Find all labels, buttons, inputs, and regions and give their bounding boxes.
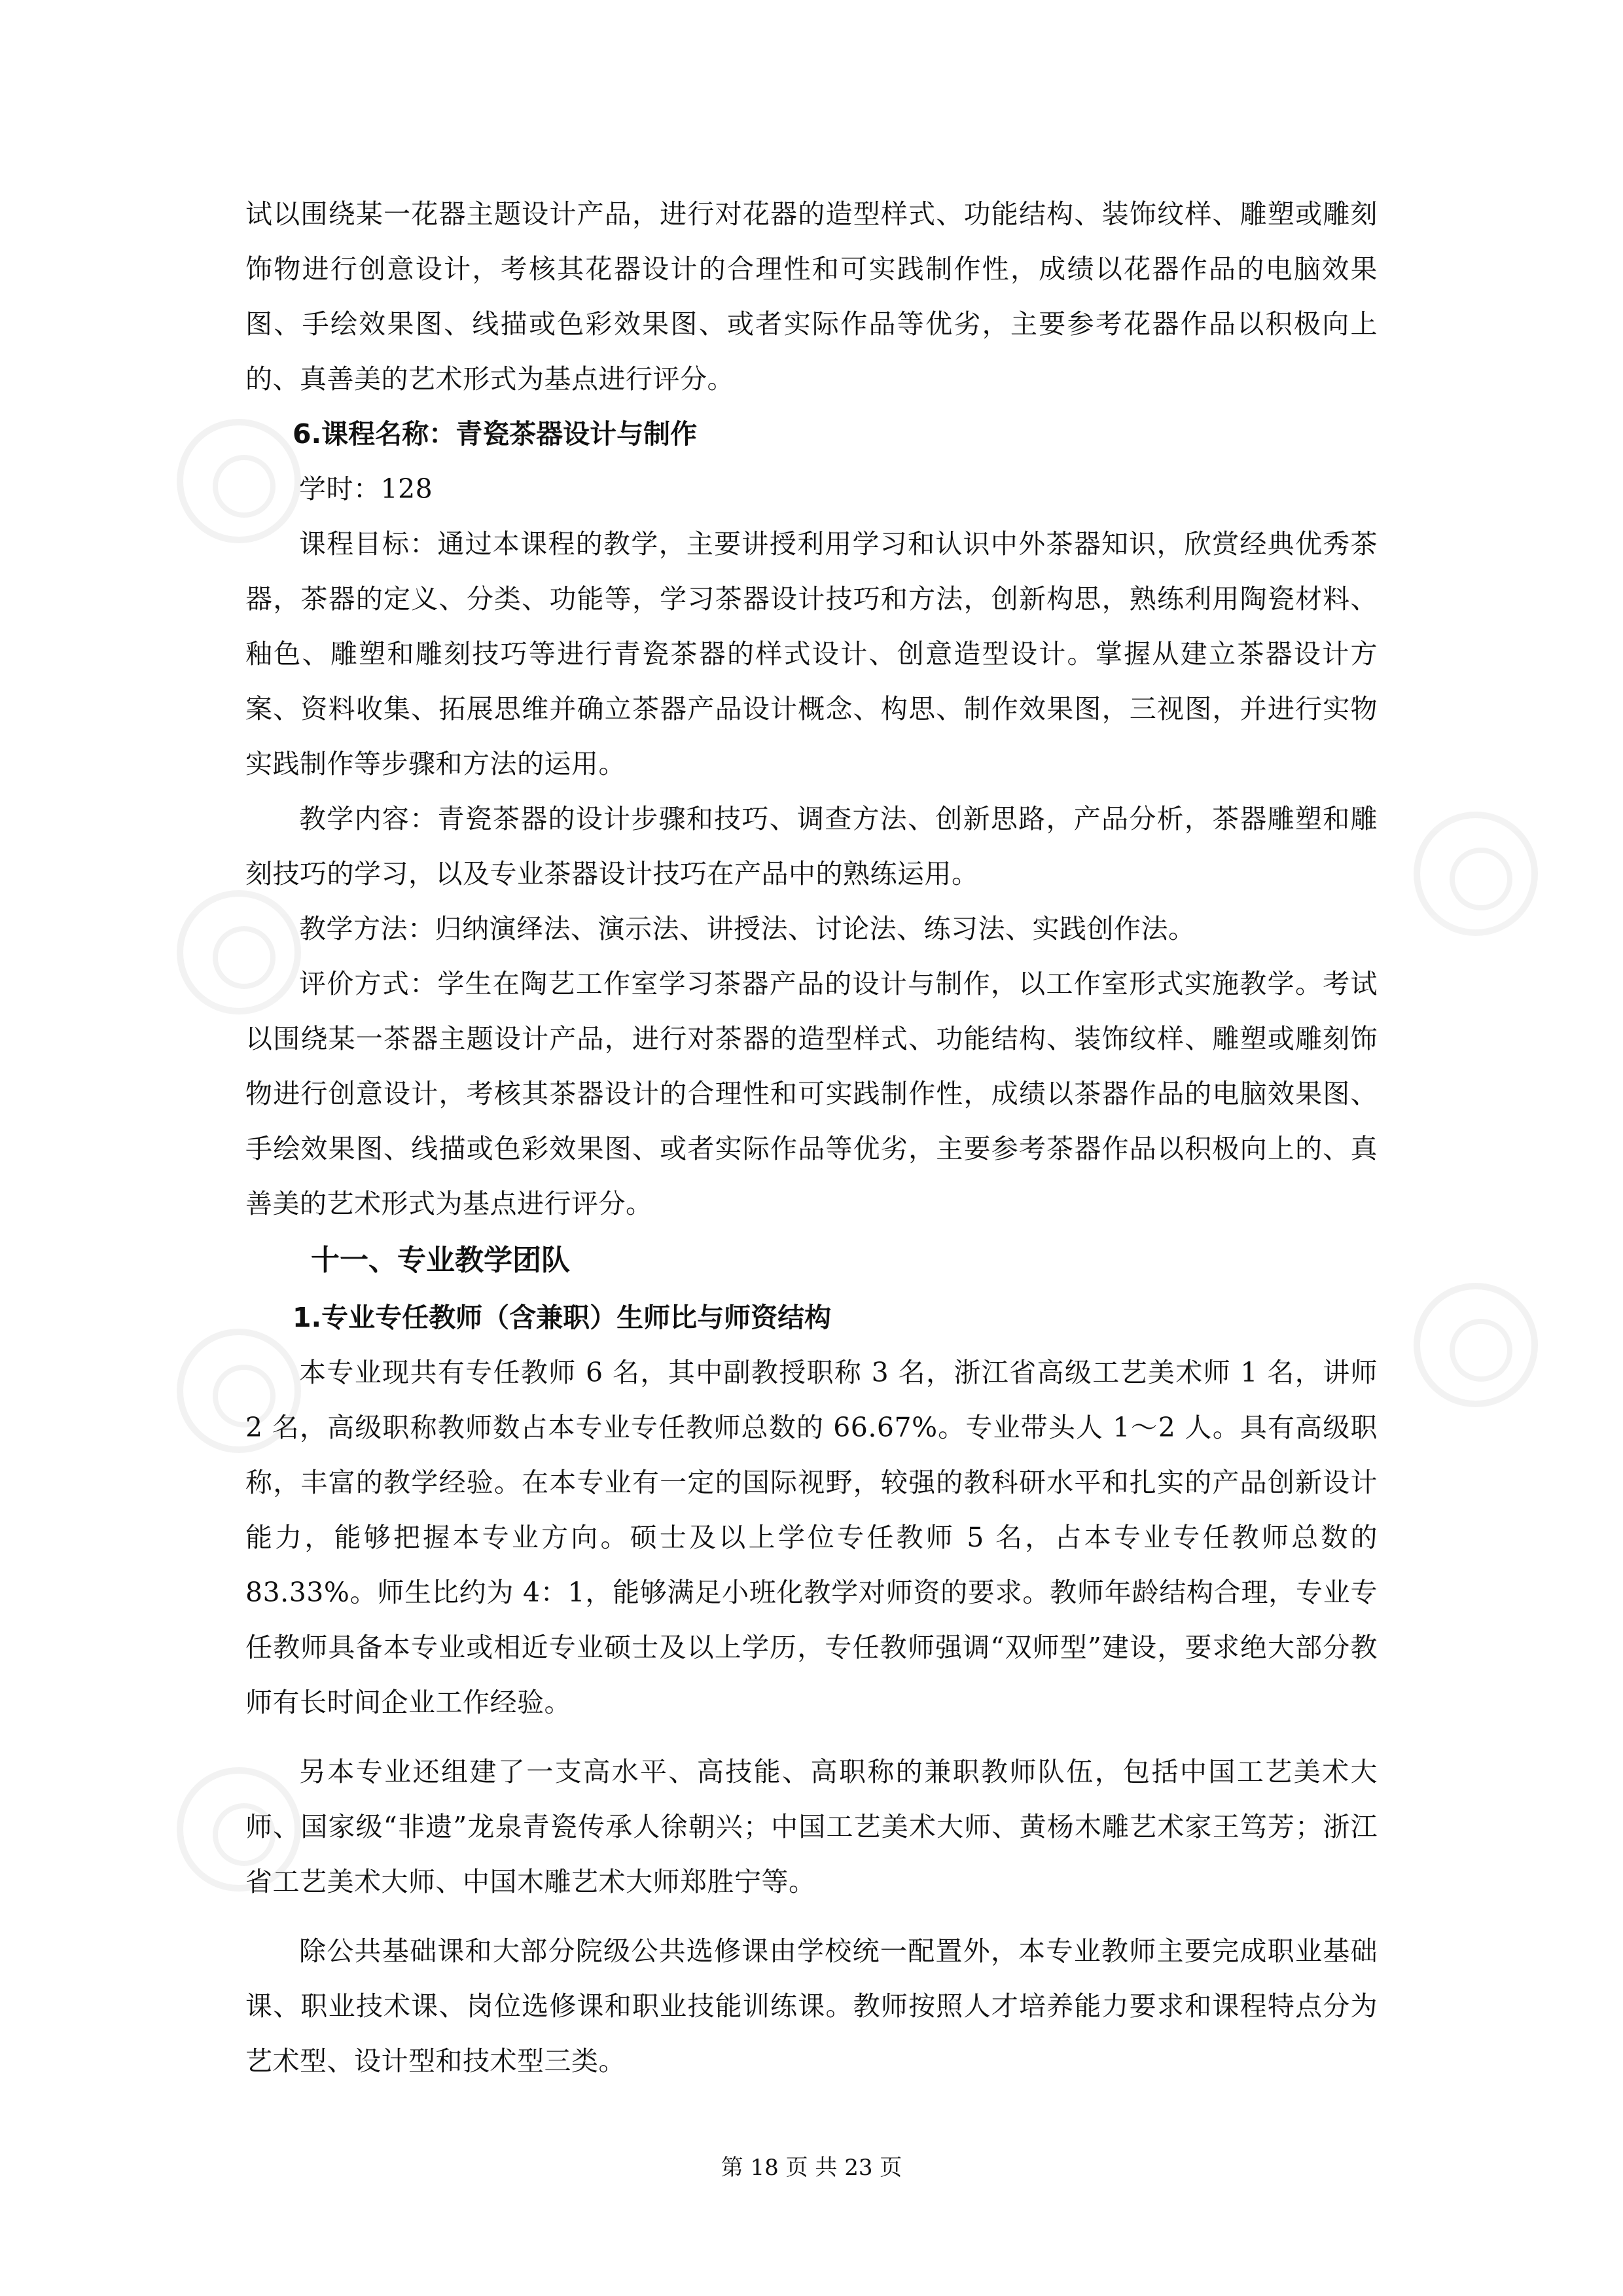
document-body xyxy=(245,187,1378,2089)
team-paragraph-3: 除公共基础课和大部分院级公共选修课由学校统一配置外，本专业教师主要完成职业基础课、职业技术课、岗位选修课和职业技能训练课。教师按照人才培养能力要求和课程特点分为艺术型、设计型和技术型三类。 xyxy=(245,1935,1378,2077)
subsection-1-heading: 1.专业专任教师（含兼职）生师比与师资结构 xyxy=(293,1302,832,1333)
watermark-seal-5 xyxy=(1414,812,1538,936)
course6-heading: 6.课程名称：青瓷茶器设计与制作 xyxy=(293,418,698,450)
course6-method: 教学方法：归纳演绎法、演示法、讲授法、讨论法、练习法、实践创作法。 xyxy=(299,913,1196,944)
course6-goal: 课程目标：通过本课程的教学，主要讲授利用学习和认识中外茶器知识，欣赏经典优秀茶器，茶器的定义、分类、功能等，学习茶器设计技巧和方法，创新构思，熟练利用陶瓷材料、釉色、雕塑和雕刻技巧等进行青瓷茶器的样式设计、创意造型设计。掌握从建立茶器设计方案、资料收集、拓展思维并确立茶器产品设计概念、构思、制作效果图，三视图，并进行实物实践制作等步骤和方法的运用。 xyxy=(245,528,1378,780)
paragraph-gap xyxy=(245,1909,1378,1924)
team-paragraph-1: 本专业现共有专任教师 6 名，其中副教授职称 3 名，浙江省高级工艺美术师 1 名，讲师 2 名，高级职称教师数占本专业专任教师总数的 66.67%。专业带头人 1～2 人。具有高级职称，丰富的教学经验。在本专业有一定的国际视野，较强的教科研水平和扎实的产品创新设计能力，能够把握本专业方向。硕士及以上学位专任教师 5 名，占本专业专任教师总数的 83.33%。师生比约为 4：1，能够满足小班化教学对师资的要求。教师年龄结构合理，专业专任教师具备本专业或相近专业硕士及以上学历，专任教师强调“双师型”建设，要求绝大部分教师有长时间企业工作经验。 xyxy=(245,1357,1378,1718)
page-footer: 第 18 页 共 23 页 xyxy=(721,2155,902,2181)
course6-content: 教学内容：青瓷茶器的设计步骤和技巧、调查方法、创新思路，产品分析，茶器雕塑和雕刻技巧的学习，以及专业茶器设计技巧在产品中的熟练运用。 xyxy=(245,803,1378,889)
paragraph-gap xyxy=(245,1730,1378,1744)
course6-hours: 学时：128 xyxy=(299,473,433,505)
watermark-seal-6 xyxy=(1414,1283,1538,1407)
course6-evaluation: 评价方式：学生在陶艺工作室学习茶器产品的设计与制作，以工作室形式实施教学。考试以围绕某一茶器主题设计产品，进行对茶器的造型样式、功能结构、装饰纹样、雕塑或雕刻饰物进行创意设计，考核其茶器设计的合理性和可实践制作性，成绩以茶器作品的电脑效果图、手绘效果图、线描或色彩效果图、或者实际作品等优劣，主要参考茶器作品以积极向上的、真善美的艺术形式为基点进行评分。 xyxy=(245,968,1378,1219)
paragraph-flowerware-evaluation-continued: 试以围绕某一花器主题设计产品，进行对花器的造型样式、功能结构、装饰纹样、雕塑或雕刻饰物进行创意设计，考核其花器设计的合理性和可实践制作性，成绩以花器作品的电脑效果图、手绘效果图、线描或色彩效果图、或者实际作品等优劣，主要参考花器作品以积极向上的、真善美的艺术形式为基点进行评分。 xyxy=(245,198,1378,395)
section-11-heading: 十一、专业教学团队 xyxy=(311,1244,570,1277)
team-paragraph-2: 另本专业还组建了一支高水平、高技能、高职称的兼职教师队伍，包括中国工艺美术大师、国家级“非遗”龙泉青瓷传承人徐朝兴；中国工艺美术大师、黄杨木雕艺术家王笃芳；浙江省工艺美术大师、中国木雕艺术大师郑胜宁等。 xyxy=(245,1756,1378,1897)
